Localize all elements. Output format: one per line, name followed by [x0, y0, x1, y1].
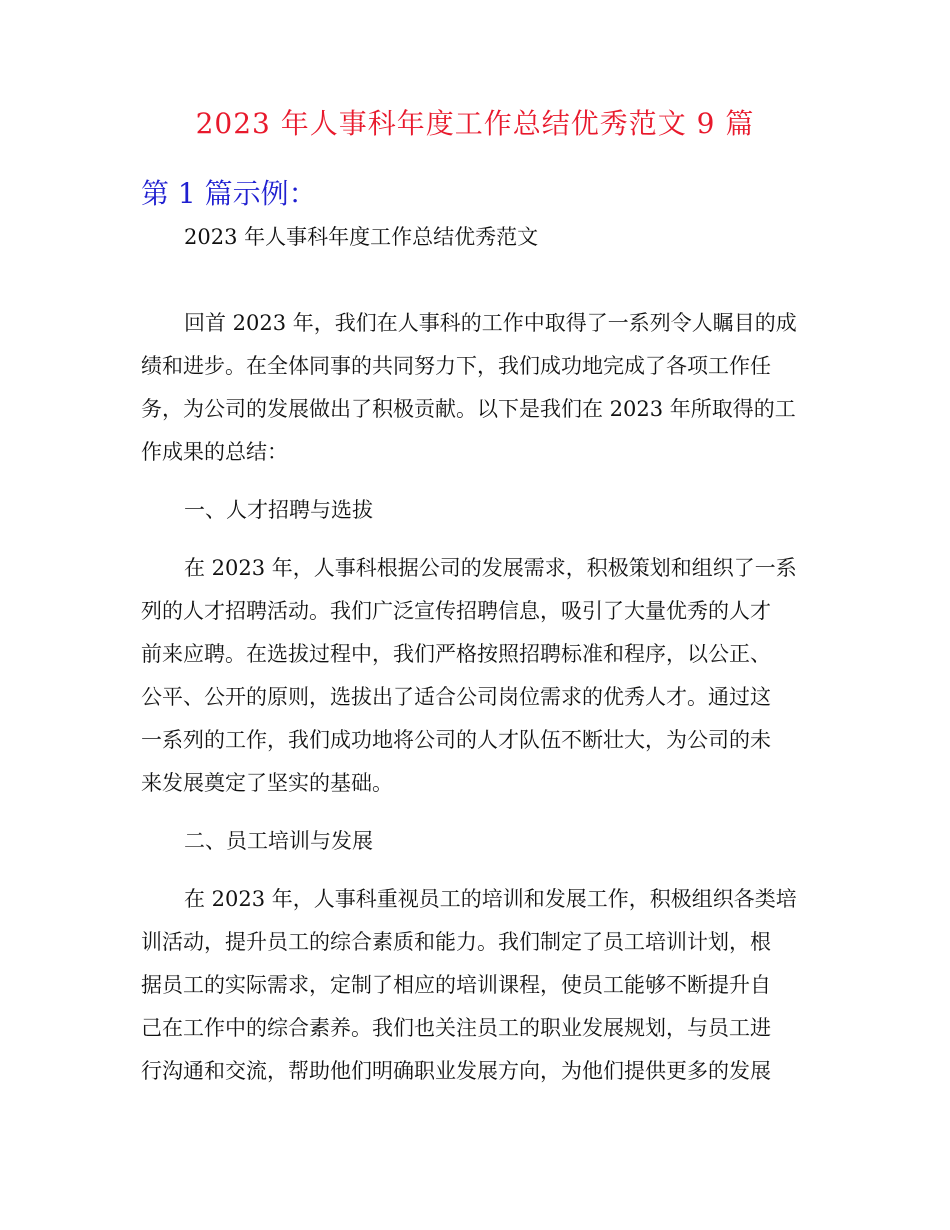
paragraph-line: 作成果的总结： — [141, 440, 288, 464]
paragraph-line: 训活动，提升员工的综合素质和能力。我们制定了员工培训计划，根 — [141, 930, 771, 954]
paragraph-line: 在 2023 年，人事科重视员工的培训和发展工作，积极组织各类培 — [184, 887, 797, 911]
subheading: 一、人才招聘与选拔 — [184, 498, 373, 522]
paragraph-line: 绩和进步。在全体同事的共同努力下，我们成功地完成了各项工作任 — [141, 354, 771, 378]
paragraph-line: 己在工作中的综合素养。我们也关注员工的职业发展规划，与员工进 — [141, 1016, 771, 1040]
paragraph-line: 一系列的工作，我们成功地将公司的人才队伍不断壮大，为公司的未 — [141, 728, 771, 752]
paragraph-line: 行沟通和交流，帮助他们明确职业发展方向，为他们提供更多的发展 — [141, 1059, 771, 1083]
subheading: 二、员工培训与发展 — [184, 829, 373, 853]
paragraph-line: 据员工的实际需求，定制了相应的培训课程，使员工能够不断提升自 — [141, 973, 771, 997]
paragraph-line: 务，为公司的发展做出了积极贡献。以下是我们在 2023 年所取得的工 — [141, 397, 796, 421]
article-title: 2023 年人事科年度工作总结优秀范文 — [184, 225, 539, 249]
document-title: 2023 年人事科年度工作总结优秀范文 9 篇 — [195, 107, 755, 140]
paragraph-line: 在 2023 年，人事科根据公司的发展需求，积极策划和组织了一系 — [184, 556, 797, 580]
paragraph-line: 列的人才招聘活动。我们广泛宣传招聘信息，吸引了大量优秀的人才 — [141, 599, 771, 623]
section-heading: 第 1 篇示例： — [141, 177, 317, 210]
paragraph-line: 回首 2023 年，我们在人事科的工作中取得了一系列令人瞩目的成 — [184, 311, 797, 335]
paragraph-line: 公平、公开的原则，选拔出了适合公司岗位需求的优秀人才。通过这 — [141, 685, 771, 709]
paragraph-line: 前来应聘。在选拔过程中，我们严格按照招聘标准和程序，以公正、 — [141, 642, 771, 666]
paragraph-line: 来发展奠定了坚实的基础。 — [141, 771, 393, 795]
